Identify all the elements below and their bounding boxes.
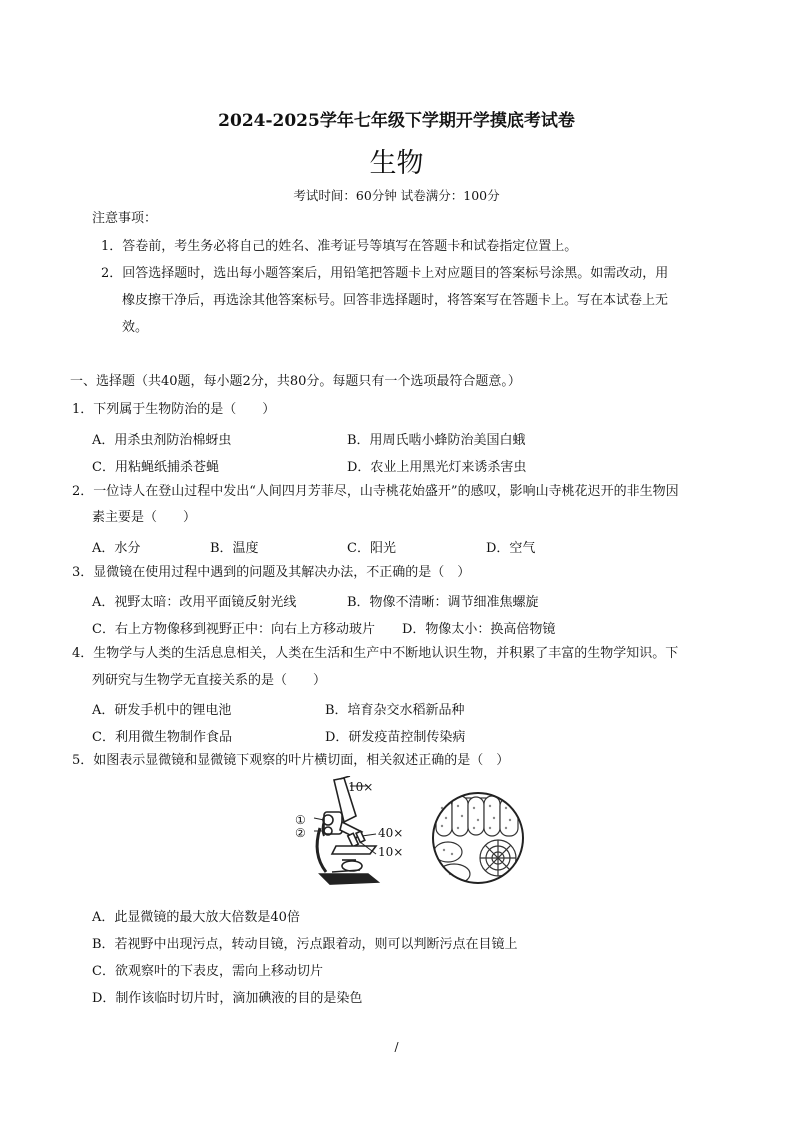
q2-stem-line-1: 2．一位诗人在登山过程中发出“人间四月芳菲尽，山寺桃花始盛开”的感叹，影响山寺桃花迟开的非生物因 — [72, 484, 679, 499]
q2-stem-line-2: 素主要是（ ） — [92, 510, 197, 525]
q1-option-b: B．用周氏啮小蜂防治美国白蛾 — [347, 433, 526, 448]
q5-option-d: D．制作该临时切片时，滴加碘液的目的是染色 — [92, 991, 363, 1006]
notes-heading: 注意事项： — [92, 211, 158, 226]
q5-option-a: A．此显微镜的最大放大倍数是40倍 — [92, 910, 300, 925]
q5-option-b: B．若视野中出现污点，转动目镜，污点跟着动，则可以判断污点在目镜上 — [92, 937, 518, 952]
q1-option-d: D．农业上用黑光灯来诱杀害虫 — [347, 460, 527, 475]
part-2-label: ② — [295, 826, 306, 840]
q3-option-d: D．物像太小：换高倍物镜 — [402, 622, 556, 637]
objective-high-label: 40× — [378, 826, 404, 840]
exam-title: 2024-2025学年七年级下学期开学摸底考试卷 — [218, 111, 575, 131]
note-1: 1．答卷前，考生务必将自己的姓名、准考证号等填写在答题卡和试卷指定位置上。 — [101, 239, 578, 254]
q2-option-c: C．阳光 — [347, 541, 396, 556]
q3-option-b: B．物像不清晰：调节细准焦螺旋 — [347, 595, 539, 610]
q3-option-c: C．右上方物像移到视野正中：向右上方移动玻片 — [92, 622, 375, 637]
q1-option-c: C．用粘蝇纸捕杀苍蝇 — [92, 460, 219, 475]
q4-stem-line-1: 4．生物学与人类的生活息息相关，人类在生活和生产中不断地认识生物，并积累了丰富的生物学知识。下 — [72, 646, 679, 661]
q1-stem: 1．下列属于生物防治的是（ ） — [72, 402, 276, 417]
q4-option-d: D．研发疫苗控制传染病 — [325, 730, 466, 745]
q2-option-d: D．空气 — [486, 541, 536, 556]
section-heading: 一、选择题（共40题，每小题2分，共80分。每题只有一个选项最符合题意。） — [70, 374, 521, 389]
q4-option-b: B．培育杂交水稻新品种 — [325, 703, 465, 718]
q5-option-c: C．欲观察叶的下表皮，需向上移动切片 — [92, 964, 323, 979]
q4-option-c: C．利用微生物制作食品 — [92, 730, 232, 745]
q3-stem: 3．显微镜在使用过程中遇到的问题及其解决办法，不正确的是（ ） — [72, 565, 471, 580]
eyepiece-label: 10× — [348, 780, 374, 794]
subject-title: 生物 — [369, 148, 424, 179]
leaf-cross-section-figure — [430, 790, 526, 886]
q2-option-b: B．温度 — [210, 541, 259, 556]
page-number: / — [394, 1040, 399, 1054]
q2-option-a: A．水分 — [92, 541, 141, 556]
q3-option-a: A．视野太暗：改用平面镜反射光线 — [92, 595, 297, 610]
note-2-line-2: 橡皮擦干净后，再选涂其他答案标号。回答非选择题时，将答案写在答题卡上。写在本试卷上无 — [122, 293, 669, 308]
note-2-line-1: 2．回答选择题时，选出每小题答案后，用铅笔把答题卡上对应题目的答案标号涂黑。如需改动，用 — [101, 266, 669, 281]
q1-option-a: A．用杀虫剂防治棉蚜虫 — [92, 433, 232, 448]
q4-stem-line-2: 列研究与生物学无直接关系的是（ ） — [92, 673, 327, 688]
exam-info: 考试时间：60分钟 试卷满分：100分 — [293, 188, 500, 203]
q4-option-a: A．研发手机中的锂电池 — [92, 703, 232, 718]
objective-low-label: 10× — [378, 845, 404, 859]
q5-stem: 5．如图表示显微镜和显微镜下观察的叶片横切面，相关叙述正确的是（ ） — [72, 753, 510, 768]
note-2-line-3: 效。 — [122, 320, 149, 335]
part-1-label: ① — [295, 813, 306, 827]
